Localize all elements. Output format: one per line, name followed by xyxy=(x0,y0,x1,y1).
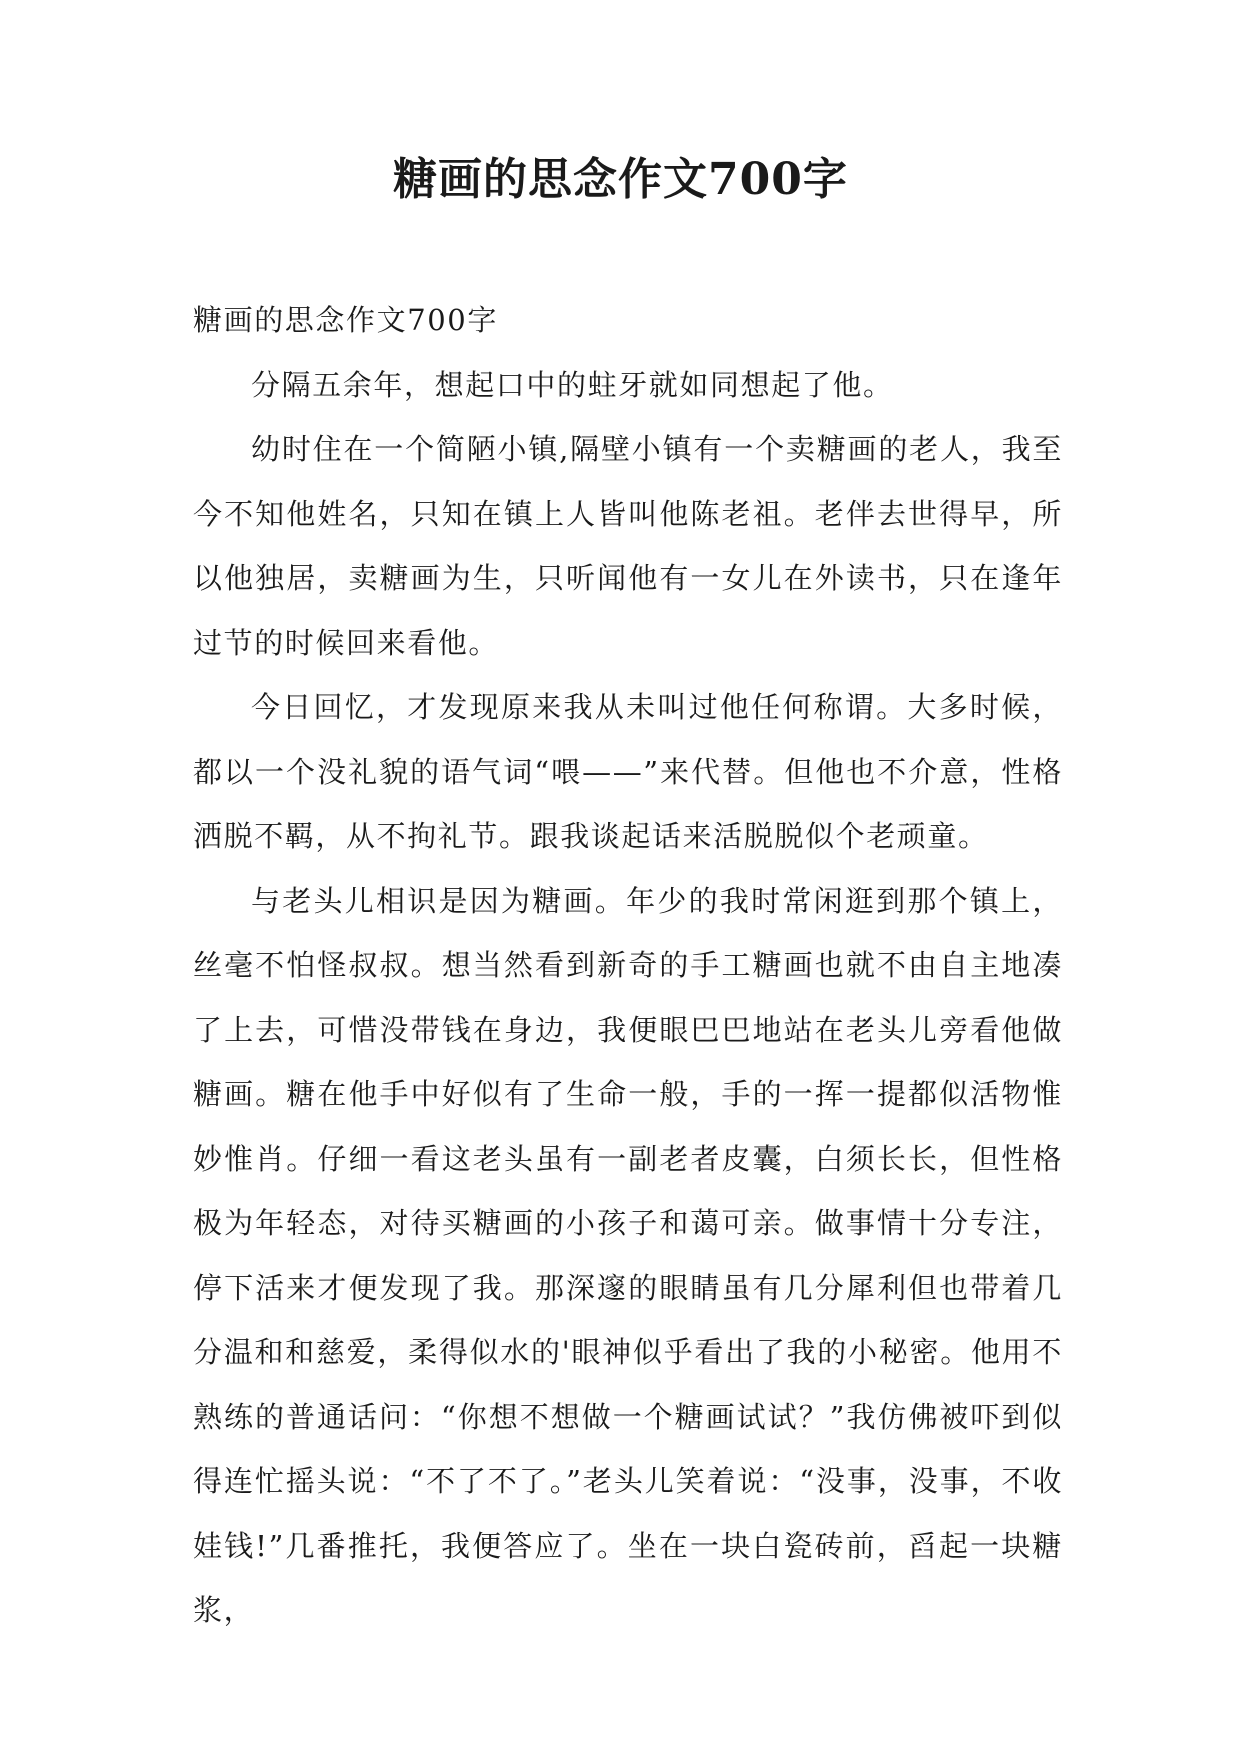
document-body xyxy=(193,288,1063,1643)
document-subtitle: 糖画的思念作文700字 xyxy=(193,303,498,337)
document-title: 糖画的思念作文700字 xyxy=(393,154,848,205)
paragraph: 幼时住在一个简陋小镇,隔壁小镇有一个卖糖画的老人，我至今不知他姓名，只知在镇上人皆叫他陈老祖。老伴去世得早，所以他独居，卖糖画为生，只听闻他有一女儿在外读书，只在逢年过节的时候回来看他。 xyxy=(193,432,1063,660)
paragraph: 分隔五余年，想起口中的蛀牙就如同想起了他。 xyxy=(251,367,894,402)
paragraph: 与老头儿相识是因为糖画。年少的我时常闲逛到那个镇上，丝毫不怕怪叔叔。想当然看到新奇的手工糖画也就不由自主地凑了上去，可惜没带钱在身边，我便眼巴巴地站在老头儿旁看他做糖画。糖在他手中好似有了生命一般，手的一挥一提都似活物惟妙惟肖。仔细一看这老头虽有一副老者皮囊，白须长长，但性格极为年轻态，对待买糖画的小孩子和蔼可亲。做事情十分专注，停下活来才便发现了我。那深邃的眼睛虽有几分犀利但也带着几分温和和慈爱，柔得似水的'眼神似乎看出了我的小秘密。他用不熟练的普通话问：“你想不想做一个糖画试试？”我仿佛被吓到似得连忙摇头说：“不了不了。”老头儿笑着说：“没事，没事，不收娃钱!”几番推托，我便答应了。坐在一块白瓷砖前，舀起一块糖浆， xyxy=(193,883,1063,1627)
paragraph: 今日回忆，才发现原来我从未叫过他任何称谓。大多时候，都以一个没礼貌的语气词“喂——”来代替。但他也不介意，性格洒脱不羁，从不拘礼节。跟我谈起话来活脱脱似个老顽童。 xyxy=(193,690,1063,853)
